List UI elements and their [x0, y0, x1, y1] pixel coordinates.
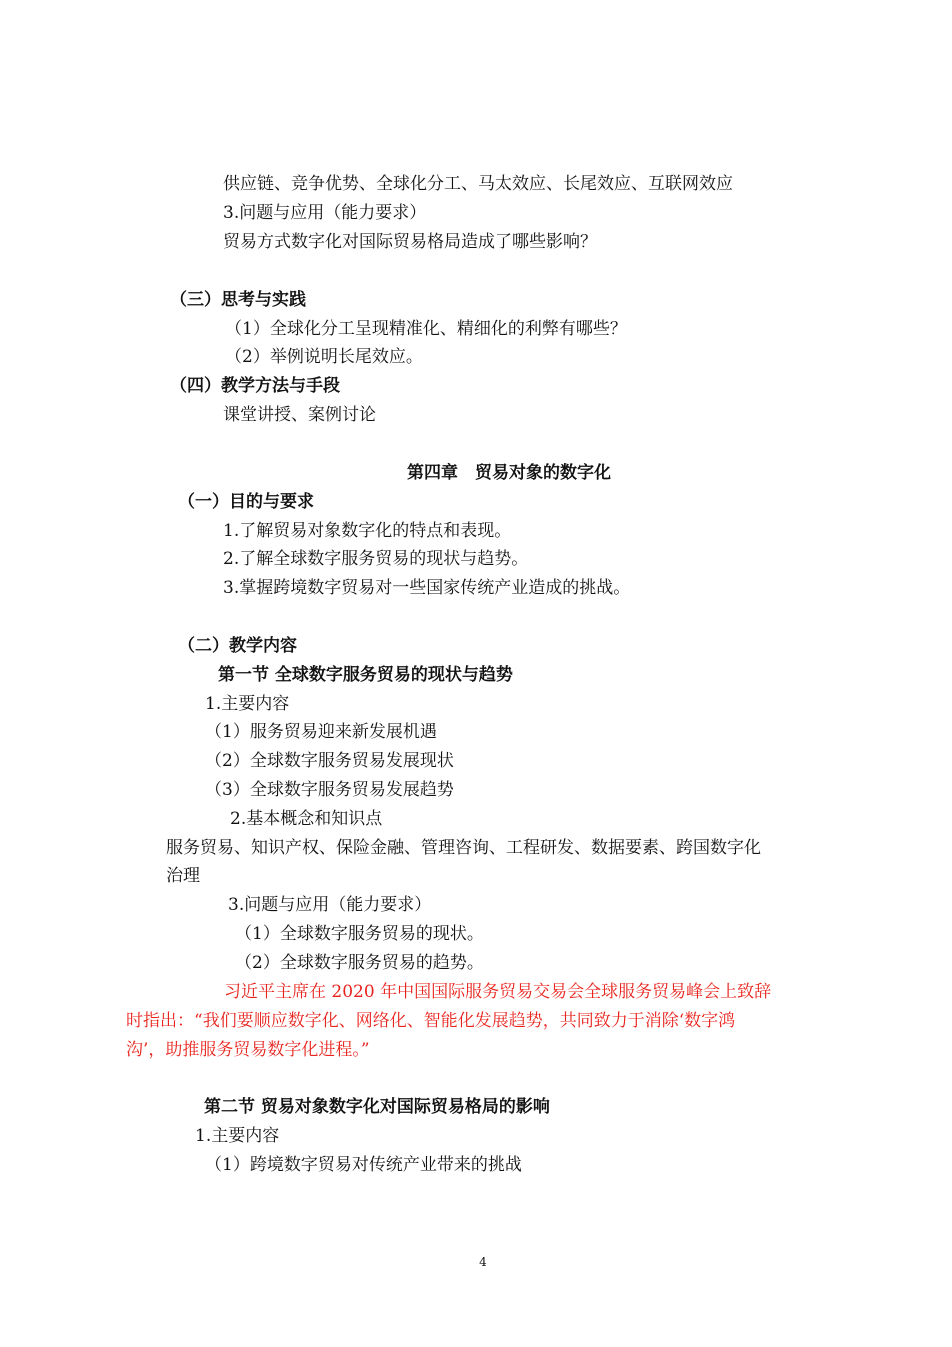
section1-title: 第一节 全球数字服务贸易的现状与趋势 — [218, 665, 513, 685]
method-text: 课堂讲授、案例讨论 — [223, 405, 376, 425]
goal-item: 1.了解贸易对象数字化的特点和表现。 — [223, 521, 512, 541]
section1-item: （2）全球数字服务贸易发展现状 — [205, 751, 454, 771]
chapter-title: 第四章 贸易对象的数字化 — [407, 463, 611, 483]
section2-item: （1）跨境数字贸易对传统产业带来的挑战 — [205, 1155, 522, 1175]
section1-question-item: （2）全球数字服务贸易的趋势。 — [235, 953, 484, 973]
goal-item: 3.掌握跨境数字贸易对一些国家传统产业造成的挑战。 — [223, 578, 631, 598]
section2-title: 第二节 贸易对象数字化对国际贸易格局的影响 — [204, 1097, 550, 1117]
section1-item: （1）服务贸易迎来新发展机遇 — [205, 722, 437, 742]
page-number: 4 — [479, 1255, 487, 1269]
think-item-1: （1）全球化分工呈现精准化、精细化的利弊有哪些？ — [225, 319, 627, 339]
concepts-text-cont: 治理 — [166, 866, 200, 886]
concepts-heading: 2.基本概念和知识点 — [230, 809, 383, 829]
section2-main-heading: 1.主要内容 — [195, 1126, 280, 1146]
concepts-text: 服务贸易、知识产权、保险金融、管理咨询、工程研发、数据要素、跨国数字化 — [166, 838, 761, 858]
goals-heading: （一）目的与要求 — [178, 492, 314, 512]
section1-item: （3）全球数字服务贸易发展趋势 — [205, 780, 454, 800]
section-heading-think: （三）思考与实践 — [170, 290, 306, 310]
section-heading-method: （四）教学方法与手段 — [170, 376, 340, 396]
quote-line: 习近平主席在 2020 年中国国际服务贸易交易会全球服务贸易峰会上致辞 — [224, 982, 772, 1002]
section1-question-item: （1）全球数字服务贸易的现状。 — [235, 924, 484, 944]
quote-line: 沟’，助推服务贸易数字化进程。” — [126, 1040, 370, 1060]
quote-line: 时指出：“我们要顺应数字化、网络化、智能化发展趋势，共同致力于消除‘数字鸿 — [126, 1011, 736, 1031]
section1-main-heading: 1.主要内容 — [205, 694, 290, 714]
section1-question-heading: 3.问题与应用（能力要求） — [228, 895, 432, 915]
content-heading: （二）教学内容 — [178, 636, 297, 656]
question-text: 贸易方式数字化对国际贸易格局造成了哪些影响？ — [223, 232, 597, 252]
goal-item: 2.了解全球数字服务贸易的现状与趋势。 — [223, 549, 529, 569]
think-item-2: （2）举例说明长尾效应。 — [225, 347, 423, 367]
keywords-line: 供应链、竞争优势、全球化分工、马太效应、长尾效应、互联网效应 — [223, 174, 733, 194]
question-heading: 3.问题与应用（能力要求） — [223, 203, 427, 223]
